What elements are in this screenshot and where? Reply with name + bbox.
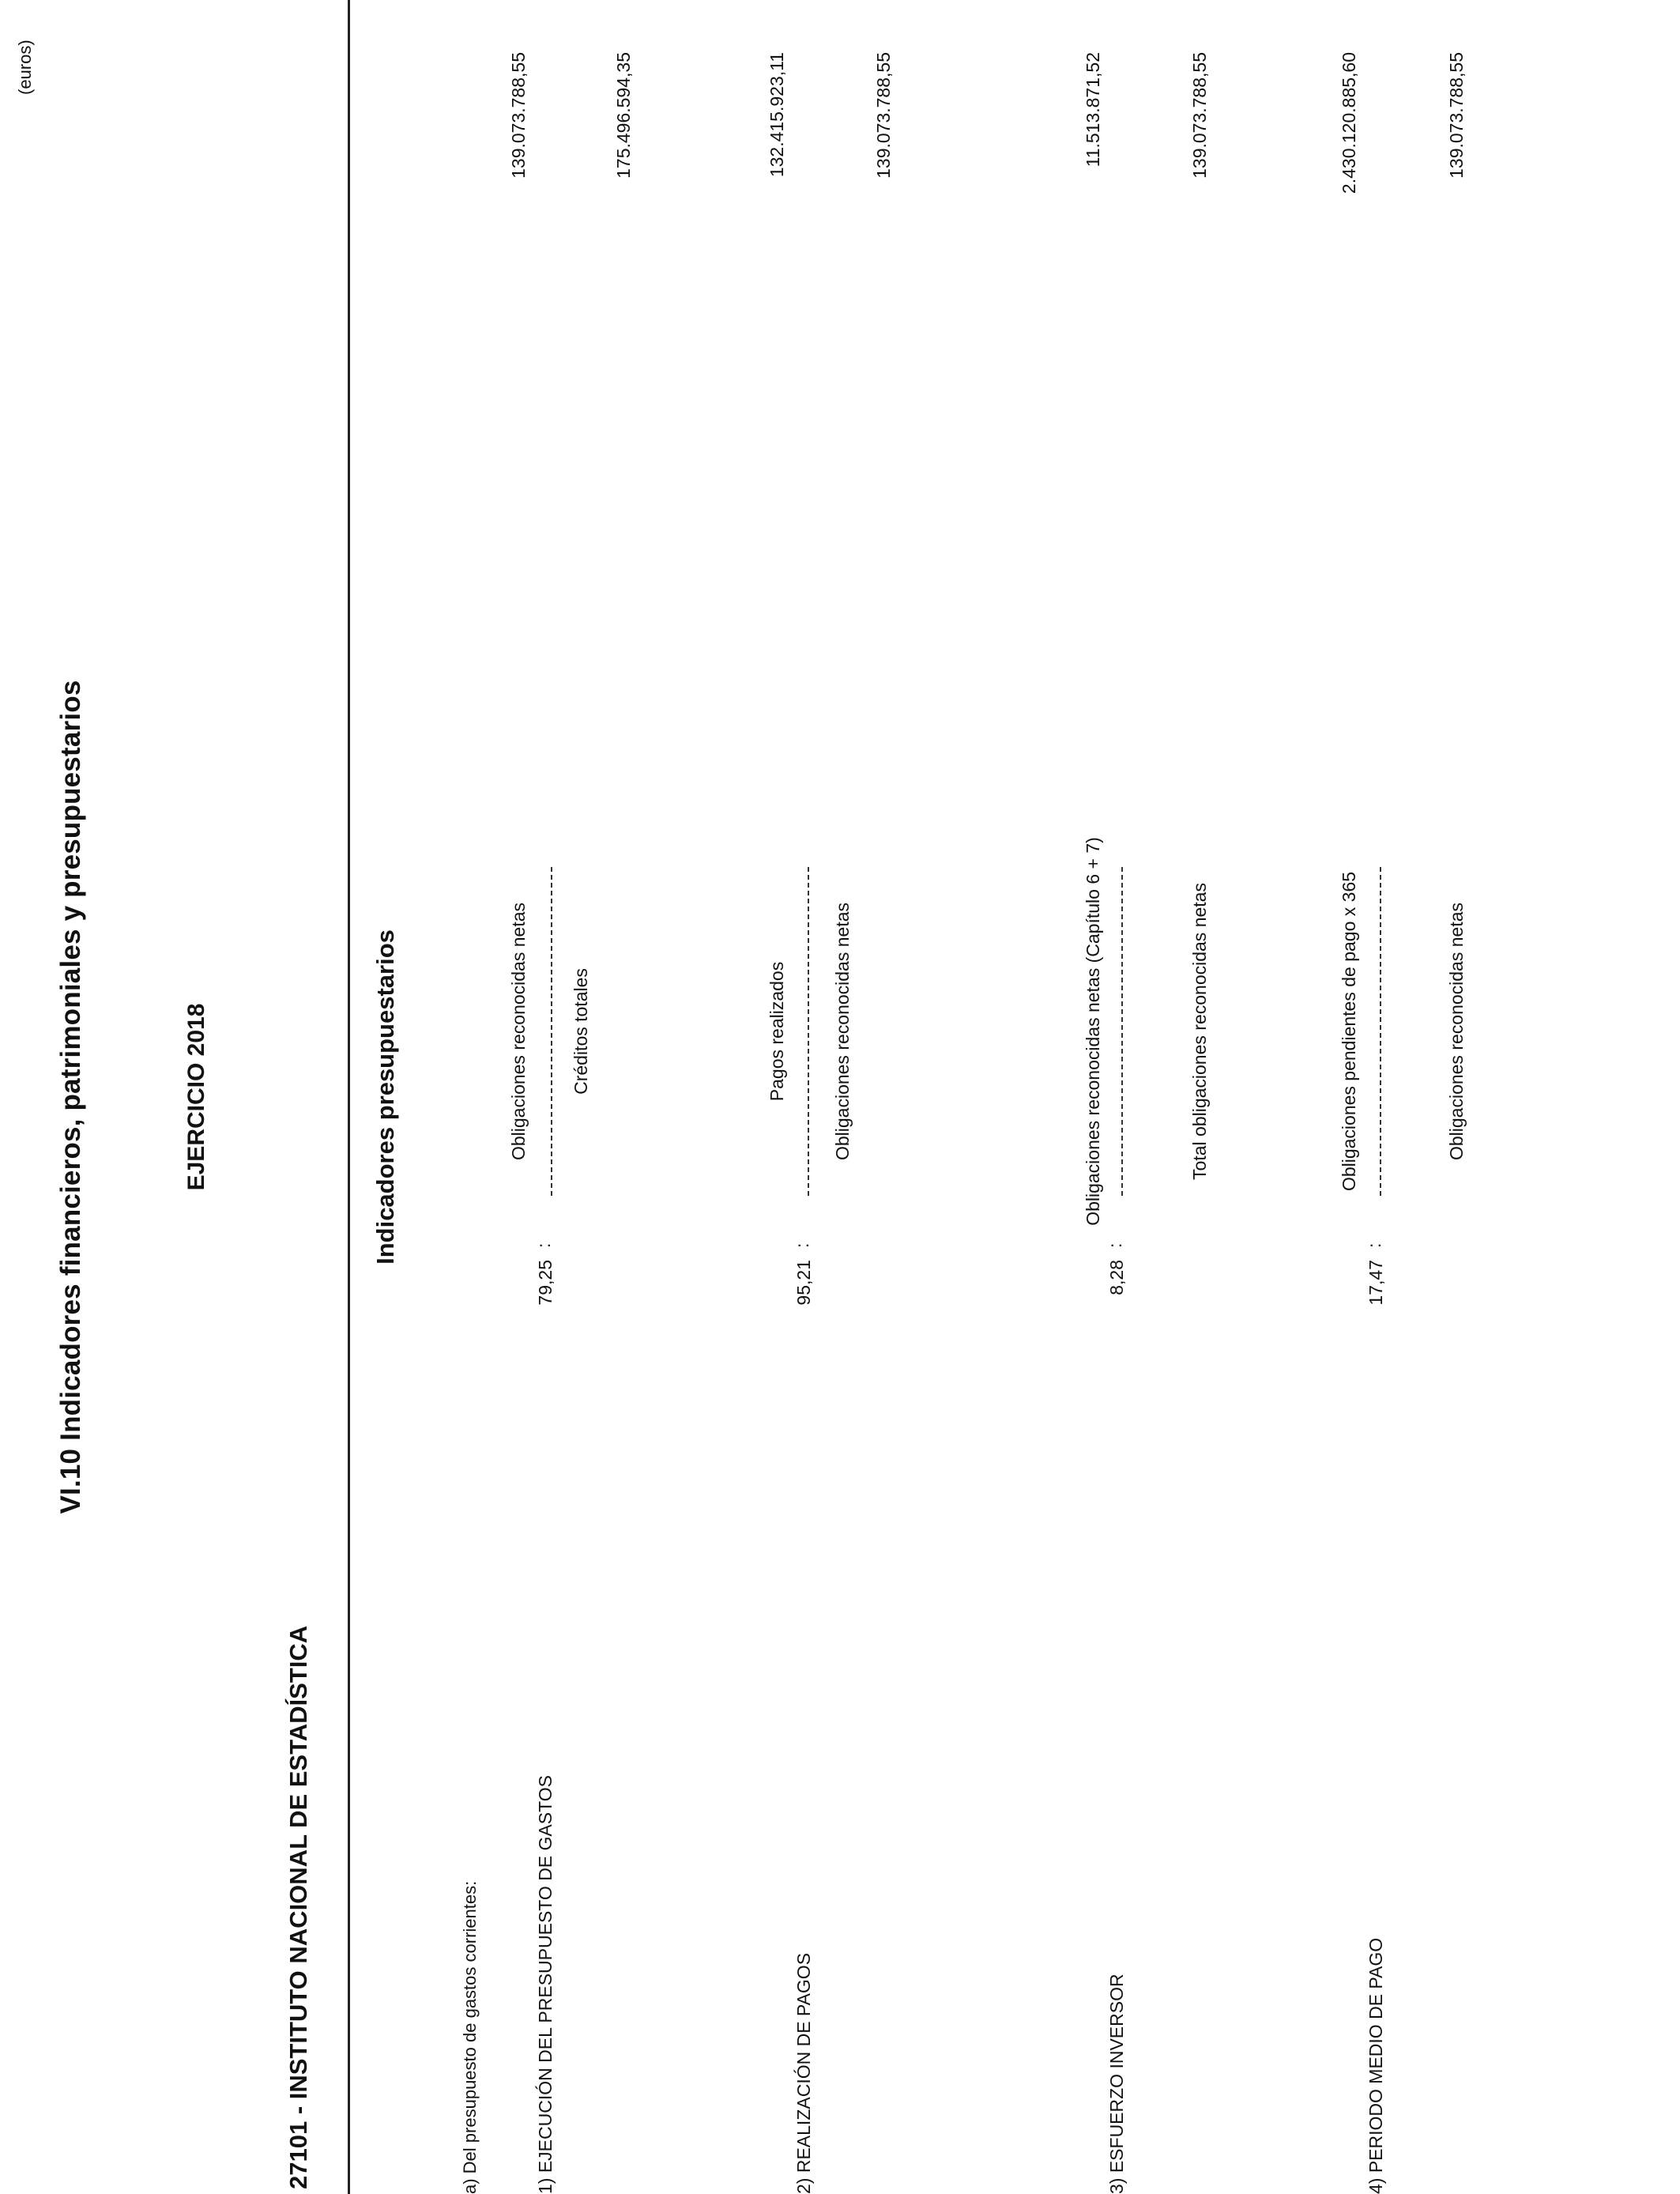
indicator-colon: :	[533, 1242, 554, 1248]
units-label: (euros)	[15, 40, 35, 95]
numerator-amount: 139.073.788,55	[508, 52, 529, 179]
section-title: Indicadores presupuestarios	[371, 929, 399, 1265]
header-divider	[348, 0, 350, 2194]
indicator-numerator: Pagos realizados	[767, 961, 787, 1102]
indicator-numerator: Obligaciones reconocidas netas	[508, 902, 529, 1161]
indicator-denominator: Obligaciones reconocidas netas	[832, 902, 853, 1161]
denominator-amount: 139.073.788,55	[1189, 52, 1210, 179]
intro-text: a) Del presupuesto de gastos corrientes:	[460, 1880, 480, 2194]
numerator-amount: 11.513.871,52	[1083, 52, 1103, 168]
numerator-amount: 2.430.120.885,60	[1339, 52, 1359, 194]
fraction-line	[808, 867, 809, 1196]
indicator-colon: :	[1364, 1242, 1384, 1248]
indicator-label: 3) ESFUERZO INVERSOR	[1106, 1973, 1127, 2194]
denominator-amount: 175.496.594,35	[613, 52, 634, 179]
fraction-line	[551, 867, 552, 1196]
indicator-value: 79,25	[535, 1260, 556, 1306]
numerator-amount: 132.415.923,11	[767, 52, 787, 178]
indicator-label: 1) EJECUCIÓN DEL PRESUPUESTO DE GASTOS	[535, 1775, 556, 2194]
organization-name: 27101 - INSTITUTO NACIONAL DE ESTADÍSTICA	[284, 1625, 312, 2189]
indicator-colon: :	[1105, 1242, 1125, 1248]
indicator-denominator: Total obligaciones reconocidas netas	[1189, 883, 1210, 1180]
indicator-denominator: Obligaciones reconocidas netas	[1446, 902, 1467, 1161]
indicator-label: 2) REALIZACIÓN DE PAGOS	[793, 1952, 814, 2194]
fraction-line	[1380, 867, 1381, 1196]
indicator-numerator: Obligaciones reconocidas netas (Capítulo 6 + 7)	[1083, 837, 1103, 1226]
denominator-amount: 139.073.788,55	[1446, 52, 1467, 179]
report-title: VI.10 Indicadores financieros, patrimoniales y presupuestarios	[55, 680, 86, 1514]
indicator-numerator: Obligaciones pendientes de pago x 365	[1339, 871, 1359, 1192]
denominator-amount: 139.073.788,55	[873, 52, 894, 179]
indicator-value: 17,47	[1365, 1260, 1386, 1306]
indicator-label: 4) PERIODO MEDIO DE PAGO	[1365, 1937, 1386, 2194]
exercise-year: EJERCICIO 2018	[183, 1003, 209, 1191]
indicator-colon: :	[792, 1242, 812, 1248]
indicator-value: 95,21	[793, 1260, 814, 1306]
indicator-denominator: Créditos totales	[571, 968, 591, 1095]
indicator-value: 8,28	[1106, 1260, 1127, 1295]
fraction-line	[1121, 867, 1123, 1196]
